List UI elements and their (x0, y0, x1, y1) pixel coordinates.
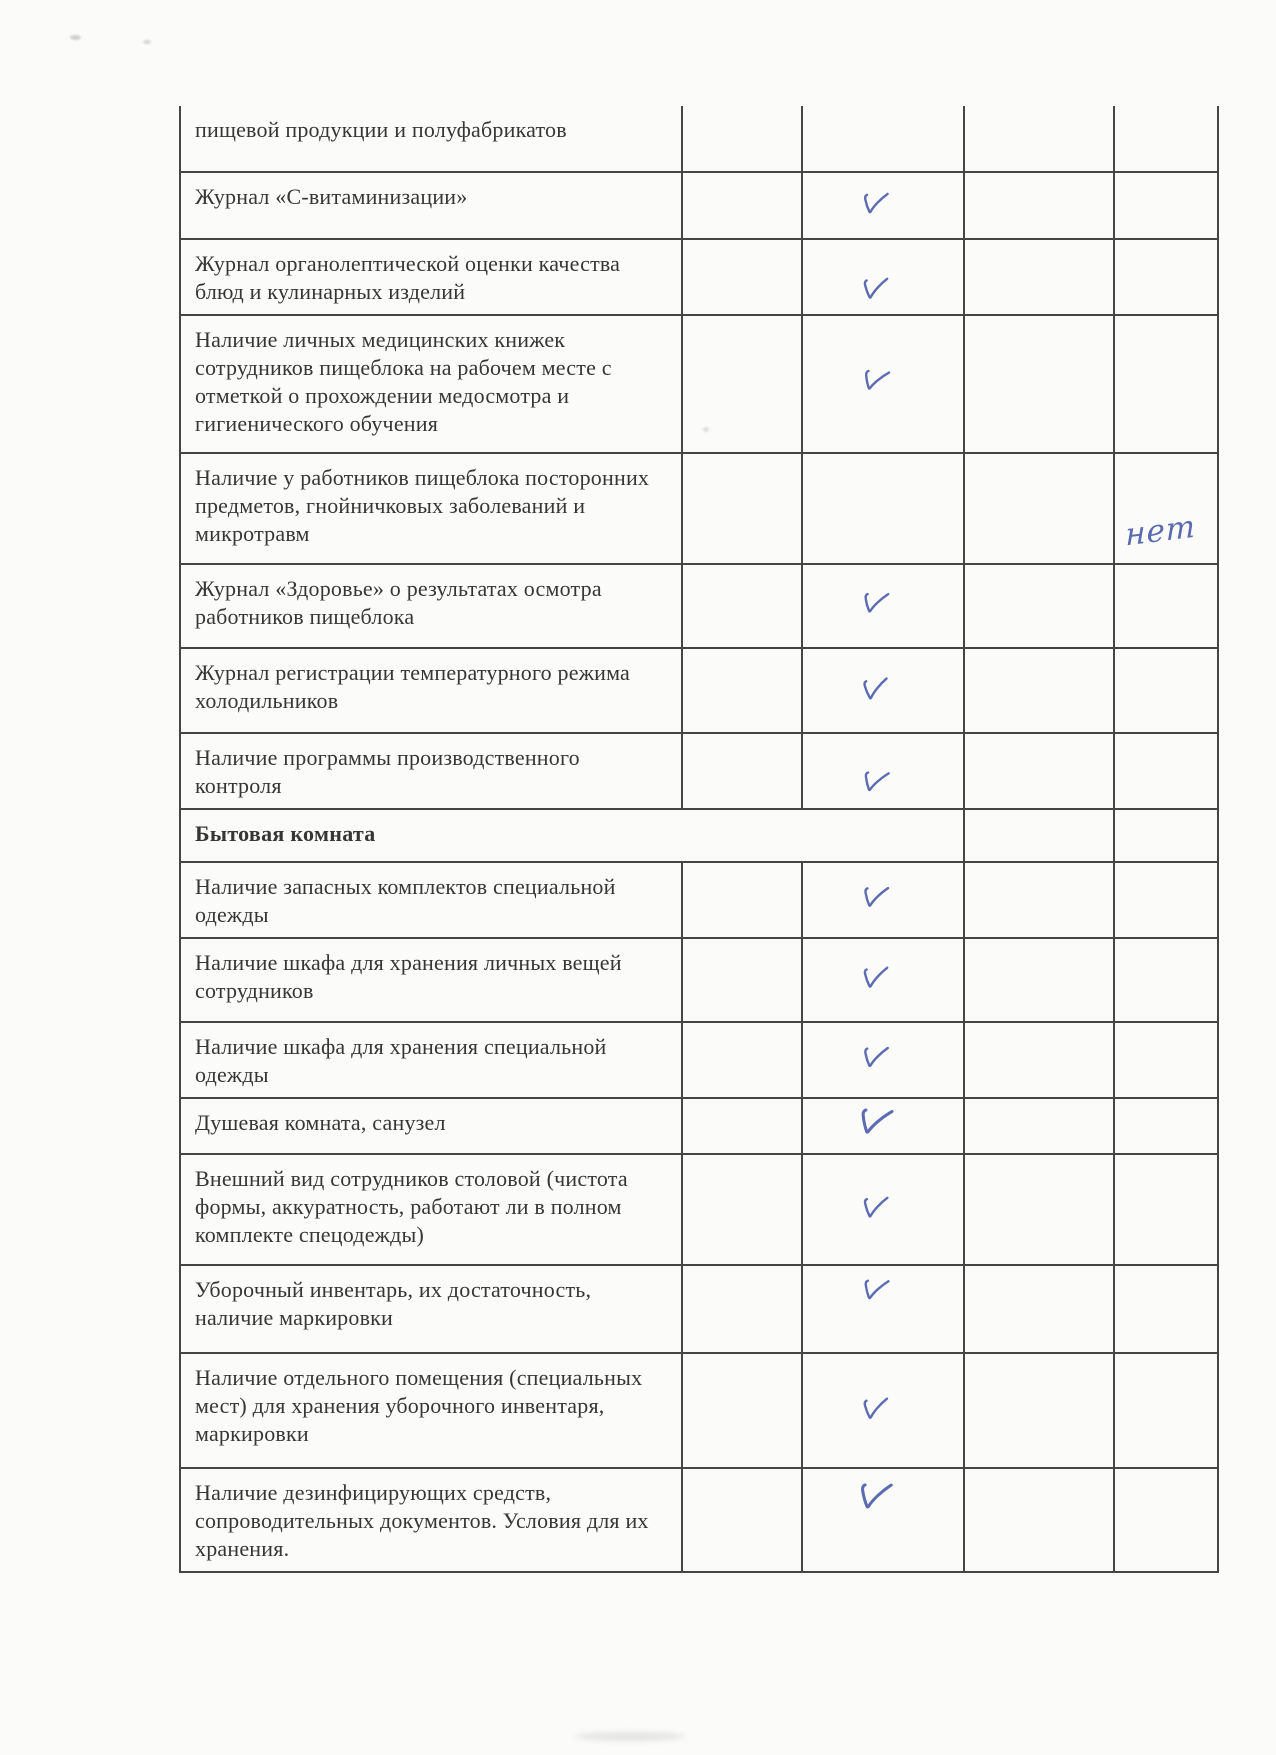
item-label: Журнал органолептической оценки качества блюд и кулинарных изделий (195, 251, 621, 304)
mark-column-1-cell (683, 1469, 803, 1573)
item-label: Журнал регистрации температурного режима холодильников (195, 660, 631, 713)
mark-column-2-cell (803, 316, 965, 454)
scan-speck (70, 35, 81, 40)
mark-column-1-cell (683, 316, 803, 454)
item-text-cell (181, 1266, 683, 1354)
mark-column-2-cell (803, 649, 965, 734)
mark-column-2-cell (803, 939, 965, 1023)
item-text-cell (181, 1469, 683, 1573)
mark-column-3-cell (965, 316, 1115, 454)
item-text-cell (181, 1023, 683, 1099)
item-label: Журнал «Здоровье» о результатах осмотра работников пищеблока (195, 576, 602, 629)
item-text-cell (181, 734, 683, 810)
mark-column-3-cell (965, 939, 1115, 1023)
mark-column-2-cell (803, 1023, 965, 1099)
item-label: Душевая комната, санузел (195, 1110, 446, 1135)
mark-column-4-cell (1115, 454, 1219, 565)
item-text-cell (181, 1099, 683, 1155)
mark-column-1-cell (683, 939, 803, 1023)
mark-column-2-cell (803, 565, 965, 649)
mark-column-1-cell (683, 173, 803, 240)
mark-column-4-cell (1115, 863, 1219, 939)
mark-column-1-cell (683, 240, 803, 316)
item-label: Наличие отдельного помещения (специальных мест) для хранения уборочного инвентаря, маркировки (195, 1365, 643, 1446)
mark-column-1-cell (683, 565, 803, 649)
checkmark-icon (853, 1105, 900, 1147)
mark-column-4-cell (1115, 1023, 1219, 1099)
mark-column-3-cell (965, 1099, 1115, 1155)
mark-column-3-cell (965, 565, 1115, 649)
checkmark-icon (859, 590, 894, 621)
mark-column-4-cell (1115, 106, 1219, 173)
checkmark-icon (859, 1395, 895, 1427)
mark-column-4-cell (1115, 1099, 1219, 1155)
mark-column-4-cell (1115, 565, 1219, 649)
mark-column-4-cell (1115, 173, 1219, 240)
item-text-cell (181, 939, 683, 1023)
checkmark-icon (859, 275, 895, 307)
mark-column-3-cell (965, 173, 1115, 240)
mark-column-2-cell (803, 734, 965, 810)
checkmark-icon (859, 367, 896, 400)
mark-column-2-cell (803, 240, 965, 316)
mark-column-2-cell (803, 863, 965, 939)
mark-column-3-cell (965, 1469, 1115, 1573)
mark-column-2-cell (803, 1354, 965, 1469)
item-label: Наличие личных медицинских книжек сотрудников пищеблока на рабочем месте с отметкой о прохождении медосмотра и гигиенического обучения (195, 327, 612, 436)
item-label: Журнал «С-витаминизации» (195, 184, 468, 209)
item-text-cell (181, 454, 683, 565)
checkmark-icon (859, 1277, 895, 1309)
mark-column-3-cell (965, 1266, 1115, 1354)
checklist-table (179, 106, 1219, 1573)
mark-column-4-cell (1115, 939, 1219, 1023)
checkmark-icon (854, 1480, 899, 1520)
checkmark-icon (859, 1194, 894, 1225)
checkmark-icon (859, 964, 895, 996)
mark-column-2-cell (803, 454, 965, 565)
checkmark-icon (860, 1045, 894, 1075)
mark-column-3-cell (965, 1354, 1115, 1469)
item-text-cell (181, 240, 683, 316)
item-text-cell (181, 1354, 683, 1469)
scan-speck (143, 40, 151, 44)
mark-column-4-cell (1115, 1469, 1219, 1573)
mark-column-1-cell (683, 1023, 803, 1099)
handwritten-note: нет (1124, 508, 1197, 554)
item-text-cell (181, 316, 683, 454)
mark-column-1-cell (683, 1155, 803, 1266)
item-text-cell (181, 106, 683, 173)
mark-column-3-cell (965, 1155, 1115, 1266)
mark-column-4-cell (1115, 1266, 1219, 1354)
mark-column-3-cell (965, 1023, 1115, 1099)
item-label: Внешний вид сотрудников столовой (чистота формы, аккуратность, работают ли в полном комплекте спецодежды) (195, 1166, 628, 1247)
mark-column-1-cell (683, 1099, 803, 1155)
mark-column-3-cell (965, 863, 1115, 939)
item-label: Наличие программы производственного контроля (195, 745, 580, 798)
mark-column-1-cell (683, 454, 803, 565)
mark-column-3-cell (965, 734, 1115, 810)
section-header-cell (181, 810, 965, 863)
mark-column-1-cell (683, 863, 803, 939)
mark-column-4-cell (1115, 1155, 1219, 1266)
mark-column-4-cell (1115, 649, 1219, 734)
mark-column-1-cell (683, 1354, 803, 1469)
mark-column-4-cell (1115, 734, 1219, 810)
mark-column-1-cell (683, 649, 803, 734)
mark-column-1-cell (683, 106, 803, 173)
mark-column-3-cell (965, 454, 1115, 565)
item-text-cell (181, 565, 683, 649)
mark-column-2-cell (803, 106, 965, 173)
mark-column-4-cell (1115, 240, 1219, 316)
scan-smudge (575, 1732, 685, 1741)
item-label: Наличие запасных комплектов специальной одежды (195, 874, 616, 927)
mark-column-2-cell (803, 1266, 965, 1354)
checkmark-icon (860, 190, 895, 221)
mark-column-3-cell (965, 106, 1115, 173)
checkmark-icon (859, 768, 895, 800)
item-label: Наличие шкафа для хранения личных вещей сотрудников (195, 950, 622, 1003)
checkmark-icon (860, 885, 895, 916)
item-text-cell (181, 649, 683, 734)
mark-column-3-cell (965, 649, 1115, 734)
mark-column-4-cell (1115, 810, 1219, 863)
item-text-cell (181, 1155, 683, 1266)
item-text-cell (181, 863, 683, 939)
item-label: пищевой продукции и полуфабрикатов (195, 117, 567, 142)
mark-column-1-cell (683, 1266, 803, 1354)
mark-column-2-cell (803, 1469, 965, 1573)
item-label: Уборочный инвентарь, их достаточность, наличие маркировки (195, 1277, 592, 1330)
item-text-cell (181, 173, 683, 240)
item-label: Наличие у работников пищеблока посторонних предметов, гнойничковых заболеваний и микротравм (195, 465, 650, 546)
mark-column-3-cell (965, 240, 1115, 316)
mark-column-2-cell (803, 173, 965, 240)
item-label: Бытовая комната (195, 821, 376, 846)
mark-column-4-cell (1115, 1354, 1219, 1469)
mark-column-2-cell (803, 1099, 965, 1155)
mark-column-1-cell (683, 734, 803, 810)
mark-column-3-cell (965, 810, 1115, 863)
mark-column-4-cell (1115, 316, 1219, 454)
checkmark-icon (859, 674, 896, 707)
item-label: Наличие шкафа для хранения специальной одежды (195, 1034, 607, 1087)
mark-column-2-cell (803, 1155, 965, 1266)
item-label: Наличие дезинфицирующих средств, сопроводительных документов. Условия для их хранения. (195, 1480, 649, 1561)
